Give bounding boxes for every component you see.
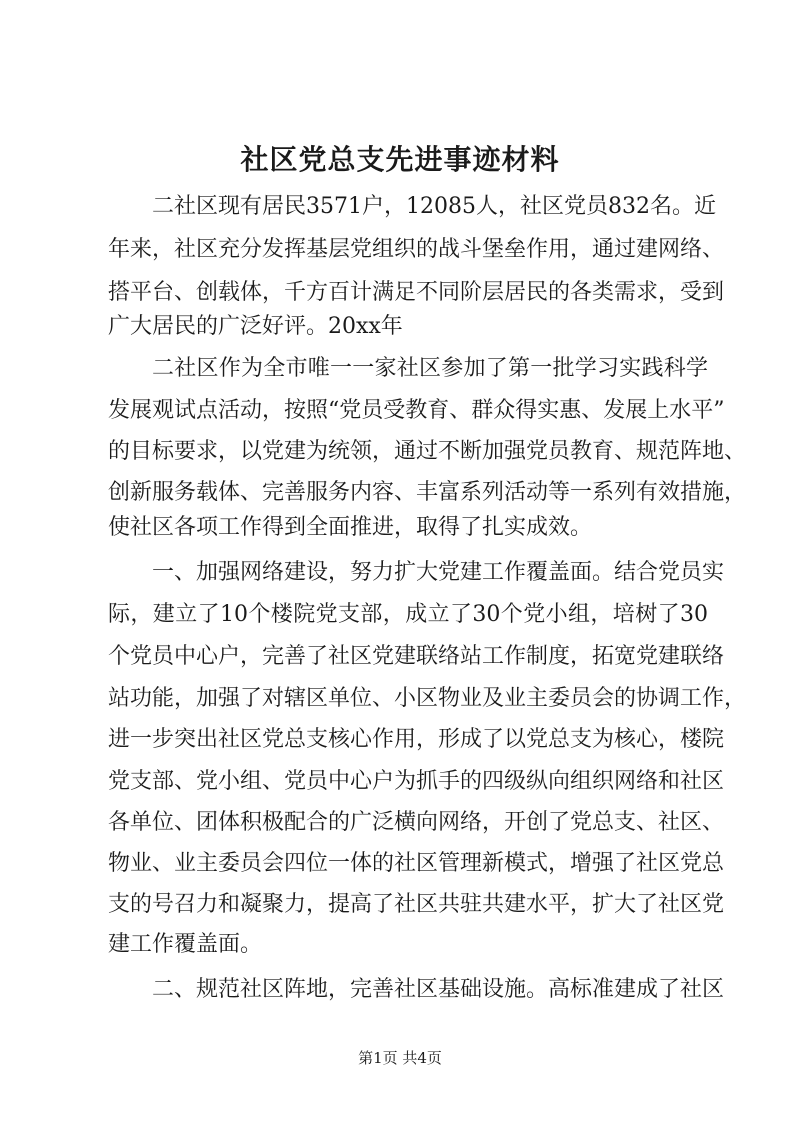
paragraph-line: 二、规范社区阵地，完善社区基础设施。高标准建成了社区 bbox=[152, 977, 725, 1002]
paragraph-line: 一、加强网络建设，努力扩大党建工作覆盖面。结合党员实 bbox=[152, 560, 725, 585]
paragraph-line: 创新服务载体、完善服务内容、丰富系列活动等一系列有效措施， bbox=[108, 480, 747, 505]
paragraph-line: 广大居民的广泛好评。20xx年 bbox=[108, 314, 403, 339]
paragraph-line: 发展观试点活动，按照“党员受教育、群众得实惠、发展上水平” bbox=[108, 398, 725, 423]
paragraph-line: 的目标要求，以党建为统领，通过不断加强党员教育、规范阵地、 bbox=[108, 439, 747, 464]
paragraph-line: 年来，社区充分发挥基层党组织的战斗堡垒作用，通过建网络、 bbox=[108, 237, 725, 262]
paragraph-line: 党支部、党小组、党员中心户为抓手的四级纵向组织网络和社区 bbox=[108, 769, 725, 794]
document-title: 社区党总支先进事迹材料 bbox=[240, 143, 560, 176]
paragraph-line: 建工作覆盖面。 bbox=[108, 932, 263, 957]
paragraph-line: 进一步突出社区党总支核心作用，形成了以党总支为核心，楼院 bbox=[108, 727, 725, 752]
paragraph-line: 搭平台、创载体，千方百计满足不同阶层居民的各类需求，受到 bbox=[108, 280, 725, 305]
paragraph-line: 二社区现有居民3571户，12085人，社区党员832名。近 bbox=[152, 194, 716, 219]
paragraph-line: 各单位、团体积极配合的广泛横向网络，开创了党总支、社区、 bbox=[108, 810, 725, 835]
page-footer: 第1页 共4页 bbox=[358, 1049, 442, 1067]
paragraph-line: 站功能，加强了对辖区单位、小区物业及业主委员会的协调工作， bbox=[108, 686, 747, 711]
paragraph-line: 际，建立了10个楼院党支部，成立了30个党小组，培树了30 bbox=[108, 602, 708, 627]
paragraph-line: 个党员中心户，完善了社区党建联络站工作制度，拓宽党建联络 bbox=[108, 644, 725, 669]
paragraph-line: 支的号召力和凝聚力，提高了社区共驻共建水平，扩大了社区党 bbox=[108, 892, 725, 917]
paragraph-line: 二社区作为全市唯一一家社区参加了第一批学习实践科学 bbox=[152, 356, 708, 381]
paragraph-line: 物业、业主委员会四位一体的社区管理新模式，增强了社区党总 bbox=[108, 851, 725, 876]
paragraph-line: 使社区各项工作得到全面推进，取得了扎实成效。 bbox=[108, 515, 593, 540]
